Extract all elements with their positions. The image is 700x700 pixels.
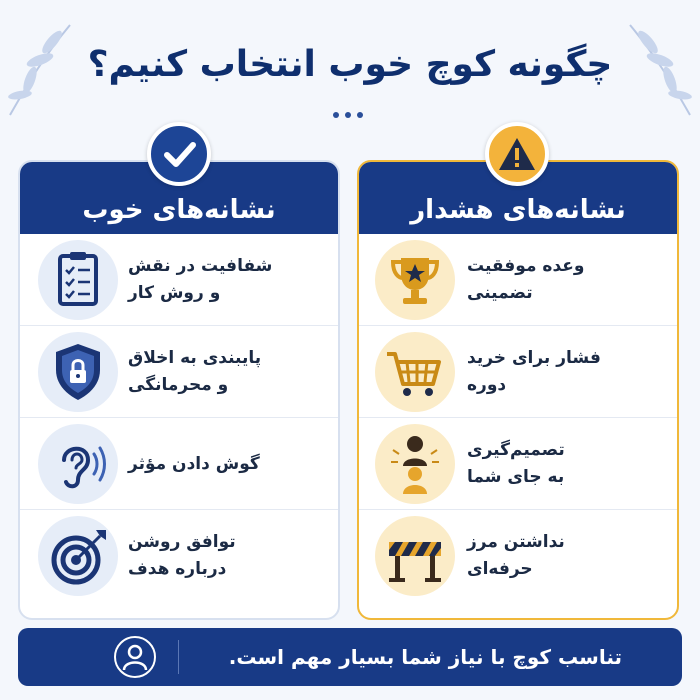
footer-divider xyxy=(178,640,179,674)
item-line-2: و محرمانگی xyxy=(128,375,229,395)
list-item xyxy=(359,418,677,510)
item-line-2: درباره هدف xyxy=(128,559,227,579)
good-panel-header: نشانه‌های خوب xyxy=(20,162,338,234)
target-arrow-icon xyxy=(38,516,118,596)
page-title: چگونه کوچ خوب انتخاب کنیم؟ xyxy=(87,44,613,85)
warning-item-text xyxy=(467,418,657,510)
list-item xyxy=(359,510,677,602)
list-item xyxy=(20,234,338,326)
item-line-1: وعده موفقیت xyxy=(467,256,585,276)
footer-text: تناسب کوچ با نیاز شما بسیار مهم است. xyxy=(228,645,622,669)
item-line-1: پایبندی به اخلاق xyxy=(128,348,262,368)
item-line-2: به جای شما xyxy=(467,467,565,487)
shield-lock-icon xyxy=(38,332,118,412)
title-dots-divider xyxy=(330,103,370,113)
warning-panel-header: نشانه‌های هشدار xyxy=(359,162,677,234)
warning-item-text xyxy=(467,234,657,326)
list-item xyxy=(20,418,338,510)
good-signs-panel xyxy=(18,160,340,620)
good-item-text xyxy=(128,326,318,418)
user-icon xyxy=(114,636,156,678)
warning-item-text xyxy=(467,326,657,418)
item-line-2: دوره xyxy=(467,375,507,395)
item-line-1: تصمیم‌گیری xyxy=(467,440,565,460)
list-item xyxy=(359,234,677,326)
item-line-1: نداشتن مرز xyxy=(467,532,565,552)
warning-icon xyxy=(485,122,549,186)
trophy-icon xyxy=(375,240,455,320)
list-item xyxy=(20,510,338,602)
leaf-decoration-right xyxy=(620,20,700,120)
ear-listening-icon xyxy=(38,424,118,504)
item-line-1: فشار برای خرید xyxy=(467,348,601,368)
warning-signs-panel xyxy=(357,160,679,620)
footer-banner xyxy=(18,628,682,686)
warning-item-text xyxy=(467,510,657,602)
item-line-2: و روش کار xyxy=(128,283,221,303)
item-line-2: حرفه‌ای xyxy=(467,559,533,579)
checkmark-icon xyxy=(147,122,211,186)
list-item xyxy=(20,326,338,418)
good-item-text xyxy=(128,418,318,510)
item-line-1: توافق روشن xyxy=(128,532,236,552)
item-line-1: گوش دادن مؤثر xyxy=(128,453,260,474)
leaf-decoration-left xyxy=(0,20,80,120)
item-line-1: شفافیت در نقش xyxy=(128,256,273,276)
good-item-text xyxy=(128,510,318,602)
clipboard-checklist-icon xyxy=(38,240,118,320)
list-item xyxy=(359,326,677,418)
barrier-icon xyxy=(375,516,455,596)
person-controlling-icon xyxy=(375,424,455,504)
item-line-2: تضمینی xyxy=(467,283,533,303)
shopping-cart-icon xyxy=(375,332,455,412)
good-item-text xyxy=(128,234,318,326)
